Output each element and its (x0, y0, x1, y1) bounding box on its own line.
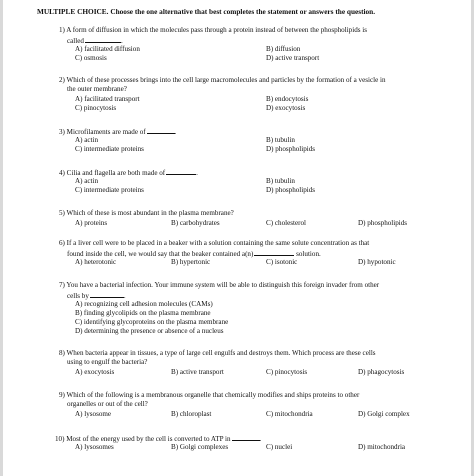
option-c[interactable]: C) isotonic (266, 258, 298, 266)
question-stem: 1) A form of diffusion in which the molecules pass through a protein instead of between the phospholipids is (59, 26, 368, 34)
option-b[interactable]: B) Golgi complexes (171, 443, 229, 451)
question-stem: 8) When bacteria appear in tissues, a type of large cell engulfs and destroys them. Which process are these cells (59, 349, 376, 357)
option-d[interactable]: D) Golgi complex (358, 410, 410, 418)
question-stem: cells by (67, 292, 89, 300)
option-a[interactable]: A) lysosome (75, 410, 112, 418)
option-d[interactable]: D) phagocytosis (358, 368, 405, 376)
option-c[interactable]: C) osmosis (75, 54, 107, 62)
option-d[interactable]: D) mitochondria (358, 443, 406, 451)
option-c[interactable]: C) mitochondria (266, 410, 313, 418)
question-stem: organelles or out of the cell? (67, 400, 148, 408)
question-stem: 9) Which of the following is a membranous organelle that chemically modifies and ships proteins to other (59, 391, 360, 399)
question-stem: 4) Cilia and flagella are both made of (59, 169, 166, 177)
option-b[interactable]: B) active transport (171, 368, 224, 376)
option-a[interactable]: A) facilitated diffusion (75, 45, 140, 53)
question-stem: called (67, 37, 84, 45)
option-c[interactable]: C) identifying glycoproteins on the plasma membrane (75, 318, 229, 326)
option-b[interactable]: B) chloroplast (171, 410, 212, 418)
question-stem: 10) Most of the energy used by the cell is converted to ATP in (55, 435, 231, 443)
option-a[interactable]: A) lysosomes (75, 443, 114, 451)
question-stem: solution. (296, 250, 321, 258)
option-d[interactable]: D) phospholipids (266, 145, 316, 153)
worksheet-page: MULTIPLE CHOICE. Choose the one alternative that best completes the statement or answers the question. 1) A form of diffusion in which the molecules pass through a protein instead of between the phospholipids is called . A) facilitated diffusion B) diffusion C) osmosis D) active transport 2) Which of these processes brings into the cell large macromolecules and particles by the formation of a vesicle in the outer membrane? A) facilitated transport B) endocytosis C) pinocytosis D) exocytosis 3) Microfilaments are made of . A) actin B) tubulin C) intermediate proteins D) phospholipids 4) Cilia and flagella are both made of . A) actin B) tubulin C) intermediate proteins D) phospholipids 5) Which of these is most abundant in the plasma membrane? A) proteins B) carbohydrates C) cholesterol D) phospholipids 6) If a liver cell were to be placed in a beaker with a solution containing the same solute concentration as that found inside the cell, we would say that the beaker contained a(n) solution. A) heterotonic B) hypertonic C) isotonic D) hypotonic 7) You have a bacterial infection. Your immune system will be able to distinguish this foreign invader from other cells by . A) recognizing cell adhesion molecules (CAMs) B) finding glycolipids on the plasma membrane C) identifying glycoproteins on the plasma membrane D) determining the presence or absence of a nucleus 8) When bacteria appear in tissues, a type of large cell engulfs and destroys them. Which process are these cells using to engulf the bacteria? A) exocytosis B) active transport C) pinocytosis D) phagocytosis 9) Which of the following is a membranous organelle that chemically modifies and ships proteins to other organelles or out of the cell? A) lysosome B) chloroplast C) mitochondria D) Golgi complex 10) Most of the energy used by the cell is converted to ATP in . A) lysosomes B) Golgi complexes C) nuclei D) mitochondria (3, 0, 471, 476)
answer-blank (147, 126, 175, 134)
option-d[interactable]: D) hypotonic (358, 258, 396, 266)
section-heading: MULTIPLE CHOICE. Choose the one alternative that best completes the statement or answers the question. (37, 7, 376, 16)
option-a[interactable]: A) actin (75, 136, 99, 144)
option-d[interactable]: D) phospholipids (266, 186, 316, 194)
option-d[interactable]: D) exocytosis (266, 104, 306, 112)
option-a[interactable]: A) recognizing cell adhesion molecules (CAMs) (75, 300, 213, 308)
option-a[interactable]: A) facilitated transport (75, 95, 140, 103)
option-c[interactable]: C) nuclei (266, 443, 293, 451)
option-b[interactable]: B) endocytosis (266, 95, 309, 103)
question-stem: 5) Which of these is most abundant in the plasma membrane? (59, 209, 234, 217)
option-a[interactable]: A) actin (75, 177, 99, 185)
option-b[interactable]: B) finding glycolipids on the plasma membrane (75, 309, 211, 317)
answer-blank (85, 35, 121, 43)
option-d[interactable]: D) active transport (266, 54, 320, 62)
option-d[interactable]: D) determining the presence or absence of a nucleus (75, 327, 224, 335)
answer-blank (232, 433, 260, 441)
option-b[interactable]: B) tubulin (266, 177, 295, 185)
question-stem: 2) Which of these processes brings into the cell large macromolecules and particles by the formation of a vesicle in (59, 76, 386, 84)
option-c[interactable]: C) cholesterol (266, 219, 306, 227)
question-stem: 6) If a liver cell were to be placed in a beaker with a solution containing the same solute concentration as that (59, 239, 370, 247)
option-c[interactable]: C) pinocytosis (75, 104, 117, 112)
option-b[interactable]: B) carbohydrates (171, 219, 220, 227)
option-c[interactable]: C) intermediate proteins (75, 186, 144, 194)
answer-blank (90, 290, 124, 298)
question-stem: using to engulf the bacteria? (67, 358, 148, 366)
option-b[interactable]: B) hypertonic (171, 258, 211, 266)
question-stem: 7) You have a bacterial infection. Your immune system will be able to distinguish this foreign invader from other (59, 281, 380, 289)
question-stem: found inside the cell, we would say that the beaker contained a(n) (67, 250, 254, 258)
answer-blank (254, 248, 294, 256)
option-b[interactable]: B) tubulin (266, 136, 295, 144)
option-a[interactable]: A) heterotonic (75, 258, 117, 266)
option-a[interactable]: A) proteins (75, 219, 108, 227)
option-c[interactable]: C) intermediate proteins (75, 145, 144, 153)
option-a[interactable]: A) exocytosis (75, 368, 115, 376)
question-stem: the outer membrane? (67, 85, 127, 93)
option-b[interactable]: B) diffusion (266, 45, 301, 53)
option-d[interactable]: D) phospholipids (358, 219, 408, 227)
option-c[interactable]: C) pinocytosis (266, 368, 308, 376)
question-stem: 3) Microfilaments are made of (59, 128, 146, 136)
answer-blank (166, 167, 196, 175)
